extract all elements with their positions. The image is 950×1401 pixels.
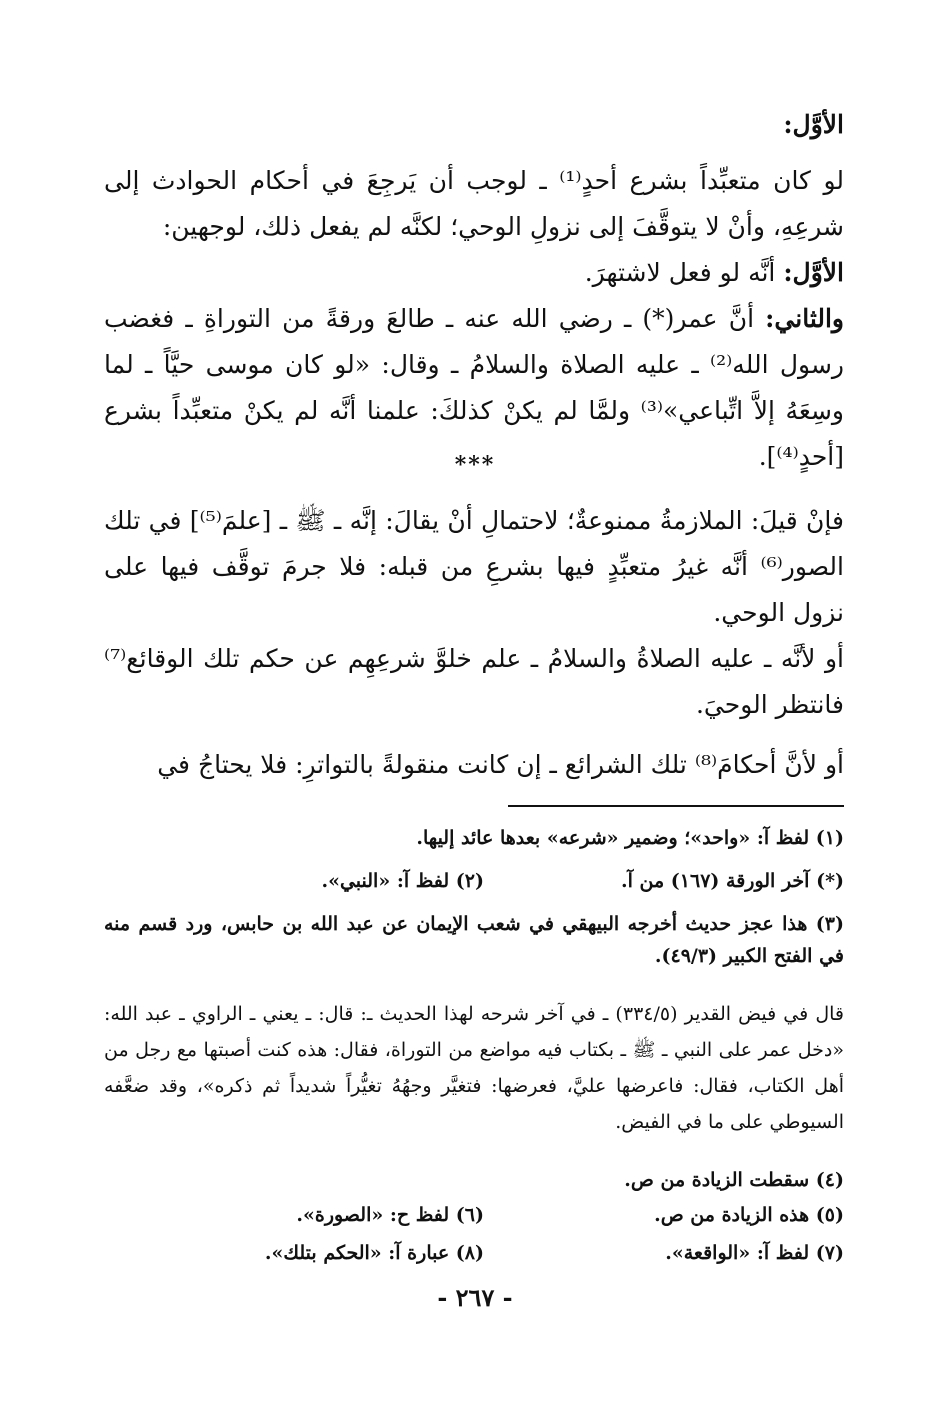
second-reason-text: أنَّ عمر(*) ـ رضي الله عنه ـ طالعَ ورقةً من التوراةِ ـ فغضب رسول الله⁽²⁾ ـ عليه الصلاة والسلامُ ـ وقال: «لو كان موسى حيَّاً ـ لما وسِعَهُ إلاَّ اتِّباعي»⁽³⁾ ولمَّا لم يكنْ كذلكَ: علمنا أنَّه لم يكنْ متعبِّداً بشرع [أحدٍ⁽⁴⁾]. (104, 304, 844, 471)
footnote-3: (٣) هذا عجز حديث أخرجه البيهقي في شعب الإيمان عن عبد الله بن حابس، ورد قسم منه في الفتح الكبير (٤٩/٣). (104, 913, 844, 967)
footnote-row-7-8 (104, 1242, 844, 1264)
footnote-row-star-2 (104, 870, 844, 892)
paragraph-objection-2: أو لأنَّه ـ عليه الصلاةُ والسلامُ ـ علم خلوَّ شرعِهِم عن حكم تلك الوقائع⁽⁷⁾ فانتظر الوحيَ. (104, 644, 844, 719)
footnote-row-5-6 (104, 1204, 844, 1226)
footnote-1: (١) لفظ آ: «واحد»؛ وضمير «شرعه» بعدها عائد إليها. (416, 827, 844, 849)
footnote-2: (٢) لفظ آ: «النبي». (321, 870, 484, 892)
footnote-4: (٤) سقطت الزيادة من ص. (624, 1169, 844, 1191)
label-second: والثاني: (765, 304, 844, 333)
paragraph-first-reason (104, 250, 844, 296)
section-heading: الأوَّل: (783, 110, 844, 139)
paragraph-objection: فإنْ قيلَ: الملازمةُ ممنوعةٌ؛ لاحتمالِ أنْ يقالَ: إنَّه ـ ﷺ ـ [علمَ⁽⁵⁾] في تلك الصور⁽⁶⁾ أنَّه غيرُ متعبِّدٍ فيها بشرعِ من قبله: فلا جرمَ توقَّف فيها على نزول الوحي. (104, 506, 844, 627)
section-separator: *** (454, 452, 496, 478)
paragraph-argument: لو كان متعبِّداً بشرع أحدٍ⁽¹⁾ ـ لوجب أن يَرجِعَ في أحكام الحوادث إلى شرعِهِ، وأنْ لا يتوقَّفَ إلى نزولِ الوحي؛ لكنَّه لم يفعل ذلك، لوجهين: (104, 166, 844, 241)
footnote-3-continued: قال في فيض القدير (٣٣٤/٥) ـ في آخر شرحه لهذا الحديث ـ: قال: ـ يعني ـ الراوي ـ عبد الله: «دخل عمر على النبي ـ ﷺ ـ بكتاب فيه مواضع من التوراة، فقال: هذه كنت أصبتها مع رجل من أهل الكتاب، فقال: فاعرضها عليَّ، فعرضها: فتغيَّر وجهُهُ تغيُّراً شديداً ثم ذكره»، وقد ضعَّفه السيوطي على ما في الفيض. (104, 1003, 844, 1133)
footnote-7: (٧) لفظ آ: «الواقعة». (665, 1242, 844, 1264)
footnote-divider (508, 805, 844, 807)
paragraph-objection-3: أو لأنَّ أحكامَ⁽⁸⁾ تلك الشرائع ـ إن كانت منقولةً بالتواترِ: فلا يحتاجُ في (157, 750, 844, 779)
label-first: الأوَّل: (783, 258, 844, 287)
footnote-6: (٦) لفظ ح: «الصورة». (296, 1204, 484, 1226)
footnote-star: (*) آخر الورقة (١٦٧) من آ. (621, 870, 844, 892)
first-reason-text: أنَّه لو فعل لاشتهرَ. (584, 258, 776, 287)
page-number: - ٢٦٧ - (437, 1283, 513, 1312)
footnote-5: (٥) هذه الزيادة من ص. (654, 1204, 844, 1226)
footnote-8: (٨) عبارة آ: «الحكم بتلك». (264, 1242, 484, 1264)
